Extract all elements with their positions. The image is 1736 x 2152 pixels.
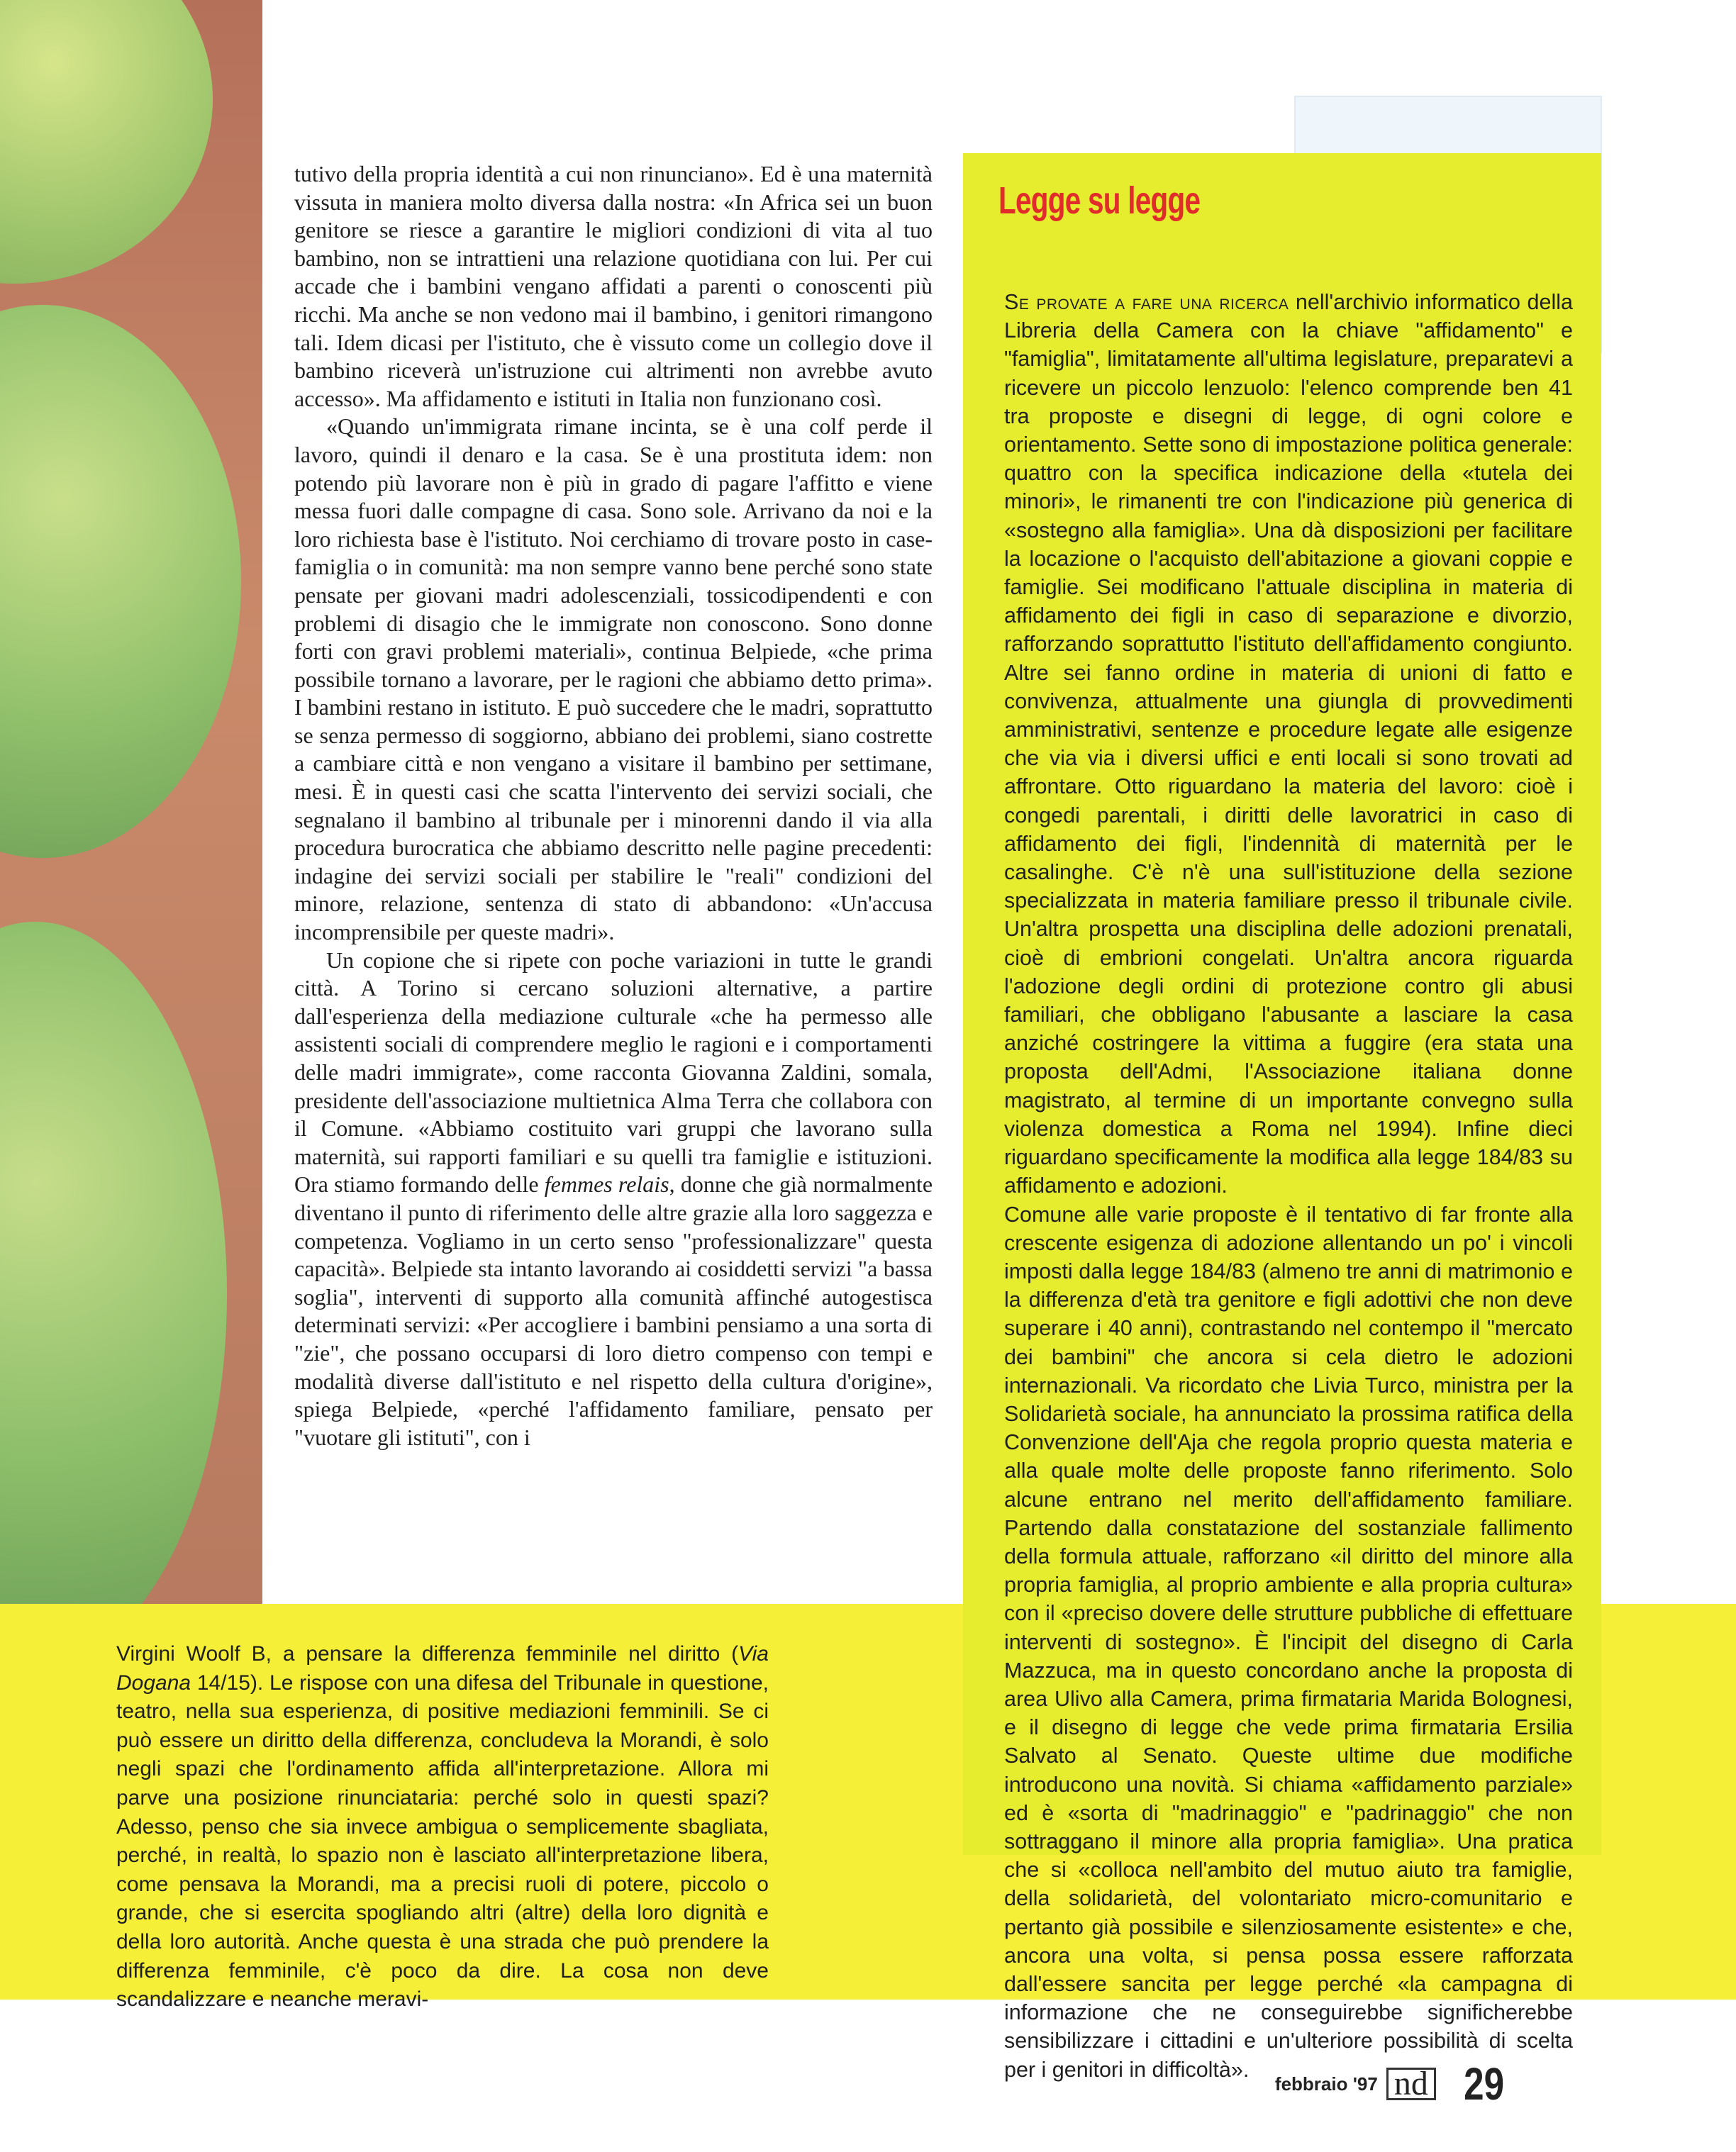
mango-2	[0, 305, 241, 858]
main-article-column	[294, 160, 933, 1607]
mango-1	[0, 0, 213, 284]
sidebar-text	[984, 288, 1580, 2084]
bottom-italic-title: Via Dogana	[116, 1642, 769, 1695]
bottom-text-end: 14/15). Le rispose con una difesa del Tribunale in questione, teatro, nella sua esperienza, di positive mediazioni femminili. Se ci può essere un diritto della differenza, concludeva la Morandi, è solo negli spazi che l'ordinamento affida all'interpretazione. Allora mi parve una posizione rinunciataria: perché solo in questi spazi? Adesso, penso che sia invece ambigua o semplicemente sbagliata, perché, in realtà, lo spazio non è lasciato all'interpretazione libera, come pensava la Morandi, ma a precisi ruoli di potere, piccolo o grande, che si esercita spogliando altri (altre) della loro dignità e della loro autorità. Anche questa è una strada che può prendere la differenza femminile, c'è poco da dire. La cosa non deve scandalizzare e neanche meravi-	[116, 1671, 769, 2012]
sidebar-lead: Se provate a fare una ricerca	[1004, 290, 1289, 314]
footer-date: febbraio '97	[1274, 2073, 1378, 2095]
nd-logo: nd	[1386, 2068, 1436, 2100]
sidebar-paragraph-1	[1004, 288, 1573, 1200]
paragraph-3-end: , donne che già normalmente diventano il punto di riferimento delle altre grazie alla loro saggezza e competenza. Vogliamo in un certo senso "professionalizzare" questa capacità». Belpiede sta intanto lavorando ai cosiddetti servizi "a bassa soglia", interventi di supporto alla comunità affinché autogestisca determinati servizi: «Per accogliere i bambini pensiamo a una sorta di "zie", che possano occuparsi di loro dietro compenso con tempi e modalità diverse dall'istituto e nel rispetto della cultura d'origine», spiega Belpiede, «perché l'affidamento familiare, pensato per "vuotare gli istituti", con i	[294, 1171, 933, 1450]
italic-phrase: femmes relais	[544, 1171, 669, 1198]
paragraph-3	[294, 947, 933, 1452]
mango-photo	[0, 0, 262, 1606]
page-number: 29	[1463, 2058, 1504, 2109]
bottom-paragraph	[116, 1640, 769, 2014]
page-footer	[1275, 2058, 1509, 2110]
paragraph-2: «Quando un'immigrata rimane incinta, se è una colf perde il lavoro, quindi il denaro e la casa. Se è una prostituta idem: non potendo più lavorare non è più in grado di pagare l'affitto e viene messa fuori dalle compagne di casa. Sono sole. Arrivano da noi e la loro richiesta base è l'istituto. Noi cerchiamo di trovare posto in case-famiglia o in comunità: ma non sempre vanno bene perché sono state pensate per giovani madri adolescenziali, tossicodipendenti e con problemi di disagio che le immigrate non conoscono. Sono donne forti con gravi problemi materiali», continua Belpiede, «che prima possibile tornano a lavorare, per le ragioni che abbiamo detto prima». I bambini restano in istituto. E può succedere che le madri, soprattutto se senza permesso di soggiorno, abbiano dei problemi, siano costrette a cambiare città e non vengano a visitare il bambino per settimane, mesi. È in questi casi che scatta l'intervento dei servizi sociali, che segnalano il bambino al tribunale per i minorenni dando il via alla procedura burocratica che abbiamo descritto nelle pagine precedenti: indagine dei servizi sociali per stabilire le "reali" condizioni del minore, relazione, sentenza di stato di abbandono: «Un'accusa incomprensibile per queste madri».	[294, 413, 933, 945]
sidebar-p1-body: nell'archivio informatico della Libreria della Camera con la chiave "affidamento" e "famiglia", limitatamente all'ultima legislature, preparatevi a ricevere un piccolo lenzuolo: l'elenco comprende ben 41 tra proposte e disegni di legge, di ogni colore e orientamento. Sette sono di impostazione politica generale: quattro con la specifica indicazione della «tutela dei minori», le rimanenti tre con l'indicazione più generica di «sostegno alla famiglia». Una dà disposizioni per facilitare la locazione o l'acquisto dell'abitazione a giovani coppie e famiglie. Sei modificano l'attuale disciplina in materia di affidamento dei figli in caso di separazione e divorzio, rafforzando soprattutto l'istituto dell'affidamento congiunto. Altre sei fanno ordine in materia di unioni di fatto e convivenza, attualmente una giungla di provvedimenti amministrativi, sentenze e procedure legate alle esigenze che via via i diversi uffici e enti locali si sono trovati ad affrontare. Otto riguardano la materia del lavoro: cioè i congedi parentali, i diritti delle lavoratrici in caso di affidamento dei figli, l'indennità di maternità per le casalinghe. C'è n'è una sull'istituzione della sezione specializzata in materia familiare presso il tribunale civile. Un'altra prospetta una disciplina delle adozioni prenatali, cioè di embrioni congelati. Un'altra ancora riguarda l'adozione degli ordini di protezione contro gli abusi familiari, che obbligano l'abusante a lasciare la casa anziché costringere la vittima a fuggire (era stata una proposta dell'Admi, l'Associazione italiana donne magistrato, al termine di un importante convegno sulla violenza domestica a Roma nel 1994). Infine dieci riguardano specificamente la modifica alla legge 184/83 su affidamento e adozioni.	[1004, 290, 1573, 1198]
sidebar-title: Legge su legge	[998, 179, 1201, 222]
sidebar-box	[963, 153, 1601, 2082]
bottom-text-start: Virgini Woolf B, a pensare la differenza femminile nel diritto (	[116, 1642, 739, 1666]
mango-3	[0, 922, 227, 1666]
bottom-column	[116, 1640, 769, 2012]
paragraph-1: tutivo della propria identità a cui non rinunciano». Ed è una maternità vissuta in maniera molto diversa dalla nostra: «In Africa sei un buon genitore se riesce a garantire le migliori condizioni di vita al tuo bambino, non se intrattieni una relazione quotidiana con lui. Per cui accade che i bambini vengano affidati a parenti o conoscenti più ricchi. Ma anche se non vedono mai il bambino, i genitori rimangono tali. Idem dicasi per l'istituto, che è vissuto come un collegio dove il bambino riceverà un'istruzione cui altrimenti non avrebbe avuto accesso». Ma affidamento e istituti in Italia non funzionano così.	[294, 161, 933, 411]
paragraph-3-text: Un copione che si ripete con poche variazioni in tutte le grandi città. A Torino si cercano soluzioni alternative, a partire dall'esperienza della mediazione culturale «che ha permesso alle assistenti sociali di comprendere meglio le ragioni e i comportamenti delle madri immigrate», come racconta Giovanna Zaldini, somala, presidente dell'associazione multietnica Alma Terra che collabora con il Comune. «Abbiamo costituito vari gruppi che lavorano sulla maternità, sui rapporti familiari e su quelli tra famiglie e istituzioni. Ora stiamo formando delle	[294, 947, 933, 1198]
sidebar-paragraph-2: Comune alle varie proposte è il tentativo di far fronte alla crescente esigenza di adozione allentando un po' i vincoli imposti dalla legge 184/83 (almeno tre anni di matrimonio e la differenza d'età tra genitore e figli adottivi che non deve superare i 40 anni), contrastando nel contempo il "mercato dei bambini" che ancora si cela dietro le adozioni internazionali. Va ricordato che Livia Turco, ministra per la Solidarietà sociale, ha annunciato la prossima ratifica della Convenzione dell'Aja che regola proprio questa materia e alla quale molte delle proposte fanno riferimento. Solo alcune entrano nel merito dell'affidamento familiare. Partendo dalla constatazione del sostanziale fallimento della formula attuale, rafforzano «il diritto del minore alla propria famiglia, al proprio ambiente e alla propria cultura» con il «preciso dovere delle strutture pubbliche di effettuare interventi di sostegno». È l'incipit del disegno di Carla Mazzuca, ma in questo concordano anche la proposta di area Ulivo alla Camera, prima firmataria Marida Bolognesi, e il disegno di legge che vede prima firmataria Ersilia Salvato al Senato. Queste ultime due modifiche introducono una novità. Si chiama «affidamento parziale» ed è «sorta di "madrinaggio" e "padrinaggio" che non sottraggano il minore alla propria famiglia». Una pratica che si «colloca nell'ambito del mutuo aiuto tra famiglie, della solidarietà, del volontariato micro-comunitario e pertanto già possibile e silenziosamente esistente» e che, ancora una volta, si pensa possa essere rafforzata dall'essere sancita per legge perché «la campagna di informazione che ne conseguirebbe significherebbe sensibilizzare i cittadini e un'ulteriore possibilità di scelta per i genitori in difficoltà».	[1004, 1202, 1573, 2082]
